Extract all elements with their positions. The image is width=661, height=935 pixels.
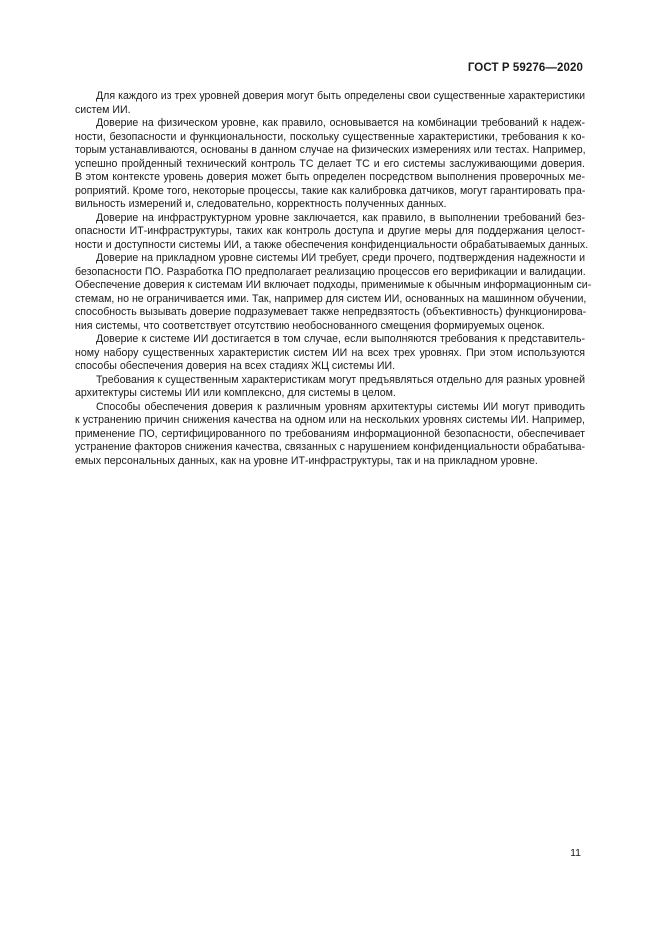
text-line: В этом контексте уровень доверия может быть определен посредством выполнения проверочных ме-: [75, 171, 585, 183]
paragraph: [75, 90, 585, 117]
text-line: способность вызывать доверие подразумевает также непредвзятость (объективность) функционирова-: [75, 306, 587, 318]
text-line: ному набору существенных характеристик систем ИИ на всех трех уровнях. При этом используются: [75, 346, 585, 359]
text-line: ния системы, что соответствует отсутствию необоснованного смещения формируемых оценок.: [75, 319, 545, 332]
text-line: Требования к существенным характеристикам могут предъявляться отдельно для разных уровней: [96, 373, 585, 386]
text-line: емых персональных данных, как на уровне ИТ-инфраструктуры, так и на прикладном уровне.: [75, 454, 538, 467]
document-header: ГОСТ Р 59276—2020: [467, 62, 583, 74]
text-line: роприятий. Кроме того, некоторые процессы, такие как калибровка датчиков, могут гарантировать пра-: [75, 184, 586, 197]
page-number: 11: [570, 847, 581, 859]
text-line: ности, безопасности и функциональности, поскольку существенные характеристики, требования к ко-: [75, 130, 585, 143]
text-line: успешно пройденный технический контроль ТС делает ТС и его системы заслуживающими доверия.: [75, 157, 585, 170]
text-line: торым устанавливаются, основаны в данном случае на физических измерениях или тестах. Например,: [75, 144, 586, 156]
paragraph: [75, 374, 585, 401]
document-body: [75, 90, 592, 468]
text-line: применение ПО, сертифицированного по требованиям информационной безопасности, обеспечивает: [75, 427, 585, 440]
text-line: опасности ИТ-инфраструктуры, таких как контроль доступа и другие меры для поддержания целост-: [75, 225, 585, 237]
text-line: Способы обеспечения доверия к различным уровням архитектуры системы ИИ могут приводить: [96, 400, 585, 413]
text-line: систем ИИ.: [75, 103, 131, 116]
text-line: Доверие на прикладном уровне системы ИИ требует, среди прочего, подтверждения надежности и: [96, 252, 585, 264]
paragraph: [75, 401, 585, 469]
text-line: Доверие к системе ИИ достигается в том случае, если выполняются требования к представитель-: [96, 333, 585, 345]
paragraph: [75, 252, 592, 333]
text-line: ности и доступности системы ИИ, а также обеспечения конфиденциальности обрабатываемых данных.: [75, 238, 589, 251]
text-line: Доверие на инфраструктурном уровне заключается, как правило, в выполнении требований без-: [96, 211, 585, 224]
text-line: устранение факторов снижения качества, связанных с нарушением конфиденциальности обрабатыва-: [75, 441, 585, 453]
text-line: способы обеспечения доверия на всех стадиях ЖЦ системы ИИ.: [75, 360, 396, 372]
paragraph: [75, 333, 585, 374]
text-line: Доверие на физическом уровне, как правило, основывается на комбинации требований к надеж-: [96, 117, 585, 129]
text-line: к устранению причин снижения качества на одном или на нескольких уровнях системы ИИ. Например,: [75, 414, 585, 426]
text-line: архитектуры системы ИИ или комплексно, для системы в целом.: [75, 387, 396, 399]
text-line: вильность измерений и, следовательно, корректность полученных данных.: [75, 198, 447, 210]
paragraph: [75, 117, 585, 212]
text-line: безопасности ПО. Разработка ПО предполагает реализацию процессов его верификации и валидации.: [75, 265, 586, 278]
text-line: стемам, но не ограничивается ими. Так, например для систем ИИ, основанных на машинном обучении,: [75, 292, 587, 305]
paragraph: [75, 211, 589, 253]
text-line: Для каждого из трех уровней доверия могут быть определены свои существенные характеристики: [96, 90, 585, 102]
text-line: Обеспечение доверия к системам ИИ включает подходы, применимые к обычным информационным си-: [75, 279, 592, 291]
